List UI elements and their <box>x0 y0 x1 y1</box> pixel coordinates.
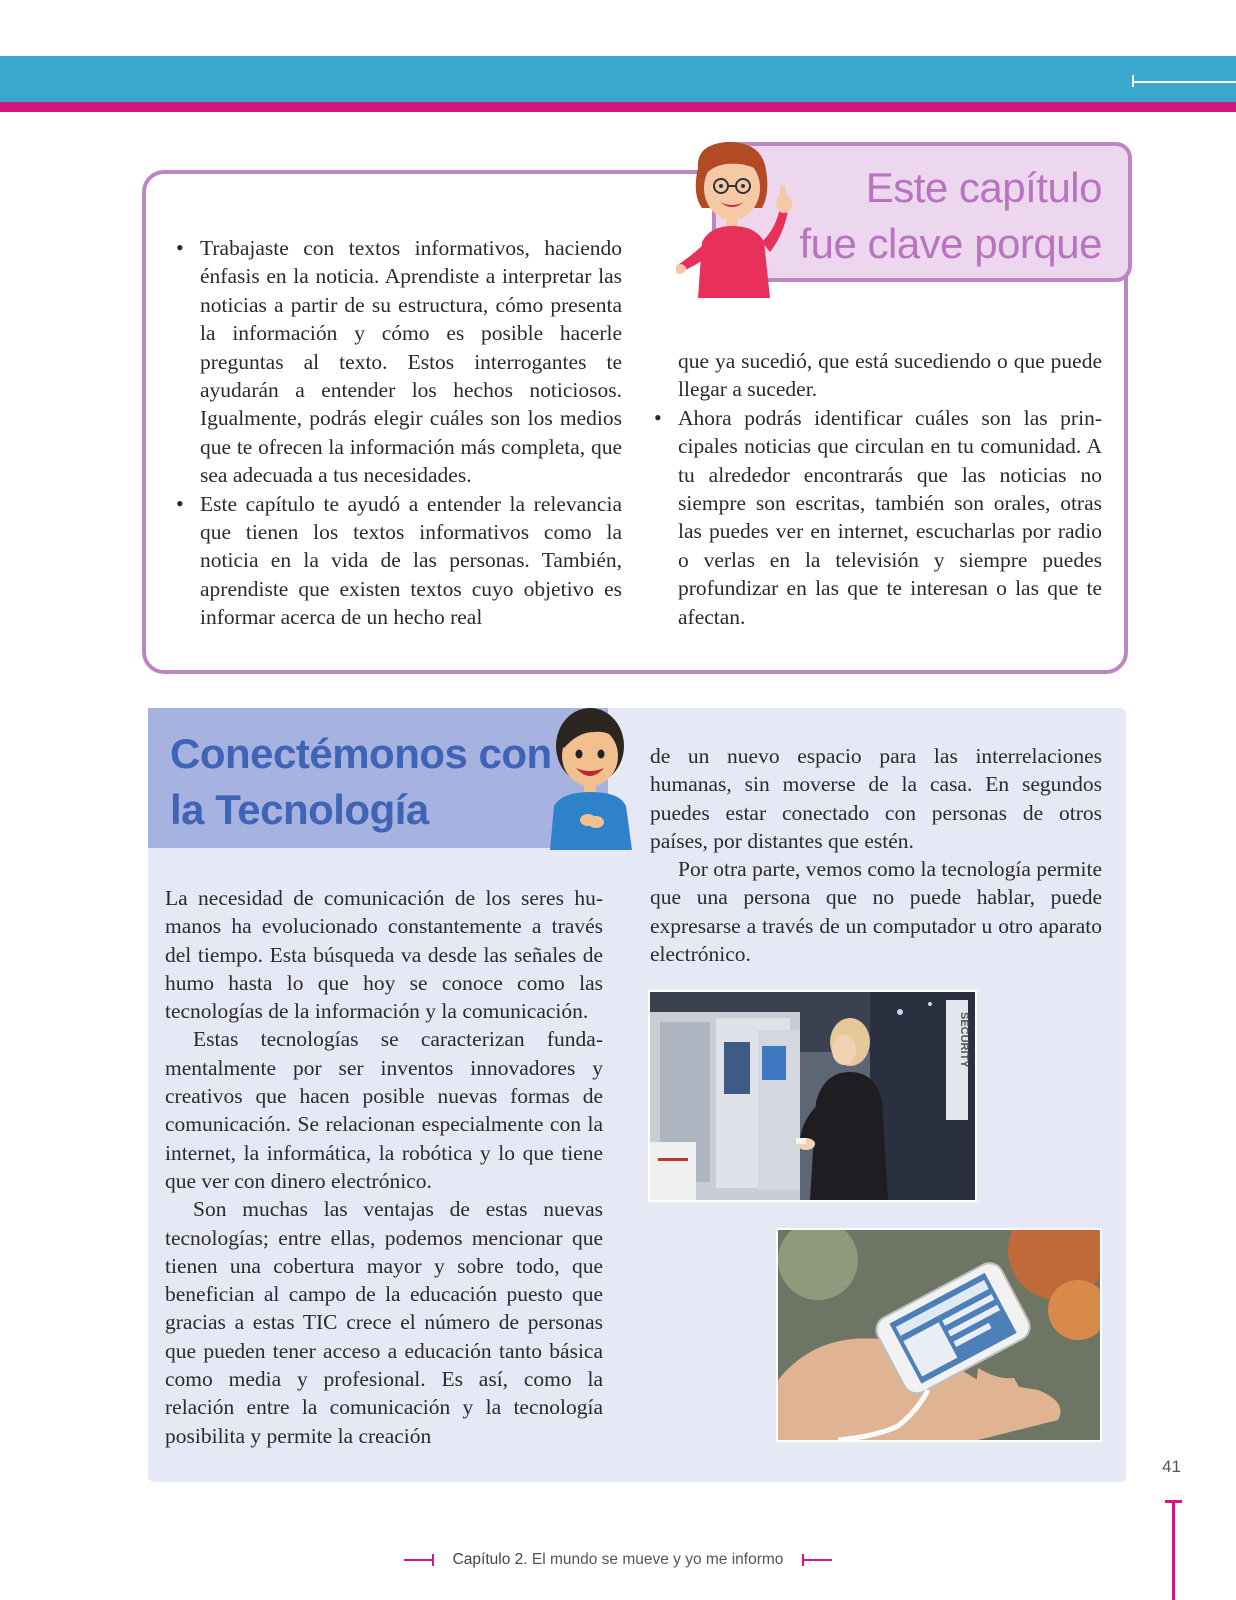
tech-column-left <box>165 884 603 1450</box>
tech-title <box>170 726 552 838</box>
tech-paragraph-4: de un nuevo espacio para las interrelaciones humanas, sin moverse de la casa. En segundos puedes estar conectado con personas de otros países, por distantes que estén. <box>650 744 1102 853</box>
tech-paragraph-1: La necesidad de comunicación de los seres humanos ha evolucionado constantemente a través del tiempo. Esta búsqueda va desde las señales de humo hasta lo que hoy se conoce como las tecnologías de la información y la comunicación. <box>165 886 603 1024</box>
footer-chapter-label: Capítulo 2. <box>452 1551 528 1568</box>
tech-paragraph-3: Son muchas las ventajas de estas nuevas tecnologías; entre ellas, podemos mencionar que tienen una cobertura mayor y sobre todo, que benefician al campo de la educación puesto que gracias a estas TIC crece el número de personas que pueden tener acceso a educación tanto básica como media y profesional. Es así, como la relación entre la comunicación y la tecnología posibilita y permite la creación <box>165 1197 603 1448</box>
side-rule <box>1172 1500 1175 1600</box>
summary-bullet-2-part2: que ya sucedió, que está sucediendo o que puede llegar a suceder. <box>678 349 1102 402</box>
summary-bullet-1: • Trabajaste con textos informativos, haciendo énfasis en la noticia. Aprendiste a interpretar las noticias a partir de su estructura, cómo presenta la información y cómo es posible hacerle preguntas al texto. Estos interrogantes te ayudarán a entender los hechos noticiosos. Igualmente, podrás elegir cuáles son los medios que te ofrecen la información más completa, que sea adecuada a tus necesidades. <box>172 234 622 490</box>
summary-bullet-3: • Ahora podrás identificar cuáles son las principales noticias que circulan en tu comunidad. A tu alrededor encontrarás que las noticias no siempre son escritas, también son orales, otras las puedes ver en internet, escucharlas por radio o verlas en la televisión y siempre puedes profundizar en las que te interesan o las que te afectan. <box>650 404 1102 631</box>
summary-title <box>799 160 1102 272</box>
girl-character-illustration <box>676 138 794 298</box>
summary-column-right <box>650 347 1102 631</box>
footer-deco-left <box>404 1559 434 1561</box>
tech-title-line1: Conectémonos con <box>170 730 552 777</box>
header-band <box>0 56 1236 102</box>
tech-column-right <box>650 742 1102 968</box>
side-rule-tick <box>1165 1500 1182 1503</box>
tech-paragraph-5: Por otra parte, vemos como la tecnología permite que una persona que no puede hablar, puede expresarse a través de un computador u otro aparato electrónico. <box>650 857 1102 967</box>
summary-bullet-2-part1: • Este capítulo te ayudó a entender la relevancia que tienen los textos informativos como la noticia en la vida de las personas. También, aprendiste que existen textos cuyo objetivo es informar acerca de un hecho real <box>172 490 622 632</box>
header-stripe <box>0 102 1236 112</box>
atm-photo <box>650 992 975 1200</box>
footer <box>0 1551 1236 1569</box>
summary-title-line2: fue clave porque <box>799 220 1102 267</box>
tech-title-line2: la Tecnología <box>170 786 429 833</box>
footer-deco-right <box>802 1559 832 1561</box>
header-rule <box>1132 81 1236 83</box>
summary-column-left <box>172 234 622 632</box>
tech-paragraph-2: Estas tecnologías se caracterizan fundamentalmente por ser inventos innovadores y creativos que hacen posible nuevas formas de comunicación. Se relacionan especialmente con la internet, la informática, la robótica y lo que tiene que ver con dinero electrónico. <box>165 1027 603 1193</box>
atm-security-sign: SECURITY <box>958 1012 970 1068</box>
smartphone-photo <box>778 1230 1100 1440</box>
boy-character-illustration <box>534 702 642 850</box>
summary-title-line1: Este capítulo <box>865 164 1102 211</box>
footer-chapter-title: El mundo se mueve y yo me informo <box>531 1551 784 1568</box>
page-number: 41 <box>1162 1457 1181 1476</box>
header-rule-tick <box>1132 75 1134 87</box>
